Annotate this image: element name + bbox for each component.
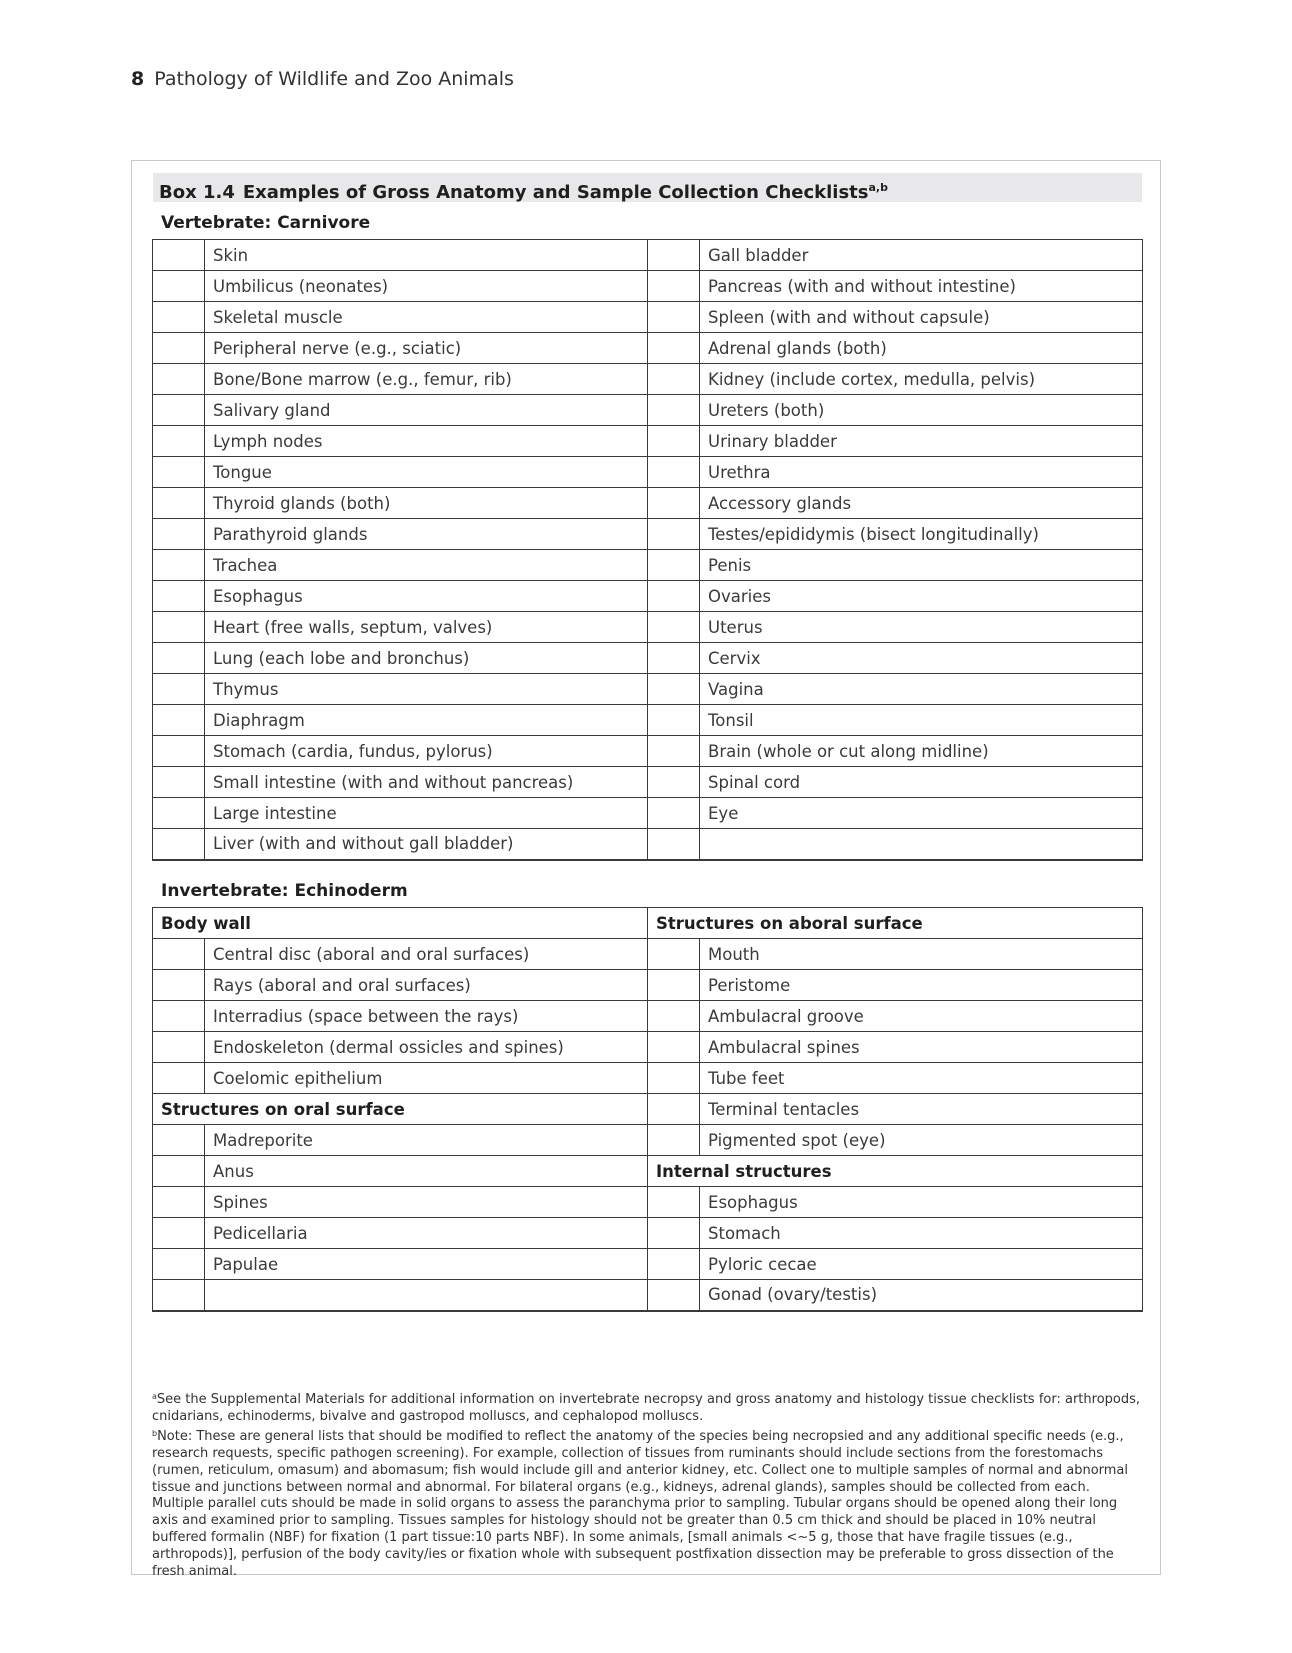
checkbox-cell[interactable] (648, 364, 700, 395)
checkbox-cell[interactable] (153, 1063, 205, 1094)
table-row (153, 395, 1143, 426)
organ-label: Parathyroid glands (205, 519, 648, 550)
group-heading: Internal structures (648, 1156, 1143, 1187)
table-row (153, 1249, 1143, 1280)
checkbox-cell[interactable] (648, 1125, 700, 1156)
checkbox-cell[interactable] (648, 302, 700, 333)
footnote-a-text: See the Supplemental Materials for additional information on invertebrate necropsy and gross anatomy and histology tissue checklists for: arthropods, cnidarians, echinoderms, bivalve and gastropod molluscs, and cephalopod molluscs. (152, 1392, 1141, 1424)
checkbox-cell[interactable] (648, 271, 700, 302)
organ-label: Tonsil (700, 705, 1143, 736)
checkbox-cell[interactable] (153, 426, 205, 457)
structure-label: Coelomic epithelium (205, 1063, 648, 1094)
organ-label: Large intestine (205, 798, 648, 829)
checkbox-cell[interactable] (648, 1218, 700, 1249)
checkbox-cell[interactable] (648, 705, 700, 736)
checkbox-cell[interactable] (648, 1032, 700, 1063)
checkbox-cell[interactable] (648, 767, 700, 798)
checkbox-cell[interactable] (648, 457, 700, 488)
checkbox-cell[interactable] (648, 488, 700, 519)
table-row (153, 302, 1143, 333)
book-title: Pathology of Wildlife and Zoo Animals (154, 68, 514, 90)
checkbox-cell[interactable] (648, 643, 700, 674)
checkbox-cell[interactable] (648, 612, 700, 643)
checkbox-cell[interactable] (153, 333, 205, 364)
organ-label: Testes/epididymis (bisect longitudinally) (700, 519, 1143, 550)
group-heading: Structures on aboral surface (648, 908, 1143, 939)
checkbox-cell[interactable] (153, 674, 205, 705)
structure-label: Pigmented spot (eye) (700, 1125, 1143, 1156)
checklist-box (131, 160, 1161, 1580)
organ-label: Peripheral nerve (e.g., sciatic) (205, 333, 648, 364)
checkbox-cell[interactable] (648, 674, 700, 705)
structure-label: Mouth (700, 939, 1143, 970)
checkbox-cell[interactable] (153, 457, 205, 488)
organ-label: Uterus (700, 612, 1143, 643)
organ-label: Esophagus (205, 581, 648, 612)
table-row (153, 1280, 1143, 1311)
table-row (153, 550, 1143, 581)
organ-label (700, 829, 1143, 860)
table-row (153, 488, 1143, 519)
organ-label: Salivary gland (205, 395, 648, 426)
table-row (153, 519, 1143, 550)
table-row (153, 1094, 1143, 1125)
box-title-text: Examples of Gross Anatomy and Sample Collection Checklists (242, 182, 869, 203)
organ-label: Urinary bladder (700, 426, 1143, 457)
organ-label: Small intestine (with and without pancreas) (205, 767, 648, 798)
organ-label: Cervix (700, 643, 1143, 674)
organ-label: Thyroid glands (both) (205, 488, 648, 519)
organ-label: Kidney (include cortex, medulla, pelvis) (700, 364, 1143, 395)
structure-label: Papulae (205, 1249, 648, 1280)
organ-label: Thymus (205, 674, 648, 705)
table-row (153, 271, 1143, 302)
checkbox-cell[interactable] (648, 581, 700, 612)
checkbox-cell[interactable] (153, 829, 205, 860)
table-row (153, 1218, 1143, 1249)
carnivore-heading: Vertebrate: Carnivore (161, 213, 371, 233)
checkbox-cell[interactable] (153, 970, 205, 1001)
checkbox-cell[interactable] (648, 426, 700, 457)
organ-label: Vagina (700, 674, 1143, 705)
organ-label: Urethra (700, 457, 1143, 488)
organ-label: Trachea (205, 550, 648, 581)
checkbox-cell[interactable] (648, 240, 700, 271)
checkbox-cell[interactable] (153, 1280, 205, 1311)
organ-label: Liver (with and without gall bladder) (205, 829, 648, 860)
structure-label: Pedicellaria (205, 1218, 648, 1249)
table-row (153, 767, 1143, 798)
table-row (153, 612, 1143, 643)
group-heading: Structures on oral surface (153, 1094, 648, 1125)
organ-label: Lymph nodes (205, 426, 648, 457)
footnote-b-mark: b (152, 1428, 158, 1438)
checkbox-cell[interactable] (153, 1001, 205, 1032)
structure-label: Peristome (700, 970, 1143, 1001)
table-row (153, 333, 1143, 364)
organ-label: Pancreas (with and without intestine) (700, 271, 1143, 302)
checkbox-cell[interactable] (153, 395, 205, 426)
structure-label: Anus (205, 1156, 648, 1187)
checkbox-cell[interactable] (648, 1063, 700, 1094)
table-row (153, 581, 1143, 612)
structure-label: Spines (205, 1187, 648, 1218)
checkbox-cell[interactable] (153, 302, 205, 333)
table-row (153, 705, 1143, 736)
structure-label: Ambulacral spines (700, 1032, 1143, 1063)
checkbox-cell[interactable] (153, 1032, 205, 1063)
checkbox-cell[interactable] (648, 1249, 700, 1280)
footnote-a-mark: a (152, 1392, 157, 1401)
structure-label: Terminal tentacles (700, 1094, 1143, 1125)
checkbox-cell[interactable] (153, 364, 205, 395)
table-row (153, 457, 1143, 488)
checkbox-cell[interactable] (153, 1249, 205, 1280)
checkbox-cell[interactable] (153, 1156, 205, 1187)
table-row (153, 736, 1143, 767)
checkbox-cell[interactable] (153, 939, 205, 970)
footnote-b-text: Note: These are general lists that should be modified to reflect the anatomy of the species being necropsied and any additional specific needs (e.g., research requests, specific pathogen screening). For example, collection of tissues from ruminants should include sections from the forestomachs (rumen, reticulum, omasum) and abomasum; fish would include gill and anterior kidney, etc. Collect one to multiple samples of normal and abnormal tissue and junctions between normal and abnormal. For bilateral organs (e.g., kidneys, adrenal glands), samples should be collected from each. Multiple parallel cuts should be made in solid organs to assess the paranchyma prior to sampling. Tubular organs should be opened along their long axis and examined prior to sampling. Tissues samples for histology should not be greater than 0.5 cm thick and should be placed in 10% neutral buffered formalin (NBF) for fixation (1 part tissue:10 parts NBF). In some animals, [small animals <~5 g, those that have fragile tissues (e.g., arthropods)], perfusion of the body cavity/ies or fixation whole with subsequent postfixation dissection may be preferable to gross dissection of the fresh animal. (152, 1428, 1129, 1580)
echinoderm-heading: Invertebrate: Echinoderm (161, 881, 408, 901)
checkbox-cell[interactable] (648, 1001, 700, 1032)
checkbox-cell[interactable] (648, 395, 700, 426)
organ-label: Heart (free walls, septum, valves) (205, 612, 648, 643)
checkbox-cell[interactable] (153, 798, 205, 829)
table-row (153, 970, 1143, 1001)
organ-label: Bone/Bone marrow (e.g., femur, rib) (205, 364, 648, 395)
table-row (153, 939, 1143, 970)
page-number: 8 (131, 68, 145, 90)
box-number: Box 1.4 (159, 182, 235, 203)
organ-label: Skin (205, 240, 648, 271)
organ-label: Spinal cord (700, 767, 1143, 798)
footnotes (152, 1389, 1142, 1581)
table-row (153, 829, 1143, 860)
structure-label: Rays (aboral and oral surfaces) (205, 970, 648, 1001)
structure-label: Stomach (700, 1218, 1143, 1249)
checkbox-cell[interactable] (648, 1187, 700, 1218)
footnote-a (152, 1389, 1142, 1426)
checkbox-cell[interactable] (153, 519, 205, 550)
table-row (153, 908, 1143, 939)
checkbox-cell[interactable] (153, 612, 205, 643)
echinoderm-checklist-table (152, 907, 1143, 1312)
table-row (153, 1187, 1143, 1218)
table-row (153, 674, 1143, 705)
checkbox-cell[interactable] (648, 736, 700, 767)
checkbox-cell[interactable] (153, 240, 205, 271)
table-row (153, 1125, 1143, 1156)
structure-label: Interradius (space between the rays) (205, 1001, 648, 1032)
table-row (153, 364, 1143, 395)
box-title-footnote-marks: a,b (868, 181, 888, 194)
organ-label: Umbilicus (neonates) (205, 271, 648, 302)
checkbox-cell[interactable] (648, 519, 700, 550)
checkbox-cell[interactable] (153, 1187, 205, 1218)
organ-label: Tongue (205, 457, 648, 488)
checkbox-cell[interactable] (153, 736, 205, 767)
checkbox-cell[interactable] (153, 1218, 205, 1249)
checkbox-cell[interactable] (648, 550, 700, 581)
table-row (153, 426, 1143, 457)
organ-label: Stomach (cardia, fundus, pylorus) (205, 736, 648, 767)
checkbox-cell[interactable] (153, 550, 205, 581)
organ-label: Eye (700, 798, 1143, 829)
organ-label: Gall bladder (700, 240, 1143, 271)
checkbox-cell[interactable] (153, 488, 205, 519)
table-row (153, 798, 1143, 829)
box-title (153, 173, 1142, 202)
organ-label: Adrenal glands (both) (700, 333, 1143, 364)
group-heading: Body wall (153, 908, 648, 939)
table-row (153, 1063, 1143, 1094)
structure-label: Esophagus (700, 1187, 1143, 1218)
organ-label: Spleen (with and without capsule) (700, 302, 1143, 333)
organ-label: Brain (whole or cut along midline) (700, 736, 1143, 767)
structure-label: Gonad (ovary/testis) (700, 1280, 1143, 1311)
organ-label: Ovaries (700, 581, 1143, 612)
footnote-b (152, 1426, 1142, 1581)
structure-label: Pyloric cecae (700, 1249, 1143, 1280)
organ-label: Penis (700, 550, 1143, 581)
organ-label: Skeletal muscle (205, 302, 648, 333)
table-row (153, 1032, 1143, 1063)
table-row (153, 1156, 1143, 1187)
organ-label: Diaphragm (205, 705, 648, 736)
organ-label: Accessory glands (700, 488, 1143, 519)
checkbox-cell[interactable] (153, 271, 205, 302)
organ-label: Lung (each lobe and bronchus) (205, 643, 648, 674)
checkbox-cell[interactable] (648, 333, 700, 364)
structure-label: Endoskeleton (dermal ossicles and spines) (205, 1032, 648, 1063)
checkbox-cell[interactable] (153, 581, 205, 612)
checkbox-cell[interactable] (648, 798, 700, 829)
structure-label: Central disc (aboral and oral surfaces) (205, 939, 648, 970)
checkbox-cell[interactable] (648, 1280, 700, 1311)
checkbox-cell[interactable] (153, 705, 205, 736)
structure-label: Madreporite (205, 1125, 648, 1156)
table-row (153, 643, 1143, 674)
carnivore-checklist-table (152, 239, 1143, 861)
table-row (153, 240, 1143, 271)
checkbox-cell[interactable] (648, 970, 700, 1001)
checkbox-cell[interactable] (648, 829, 700, 860)
table-row (153, 1001, 1143, 1032)
checkbox-cell[interactable] (153, 1125, 205, 1156)
running-head (131, 68, 514, 90)
checkbox-cell[interactable] (648, 1094, 700, 1125)
organ-label: Ureters (both) (700, 395, 1143, 426)
structure-label (205, 1280, 648, 1311)
checkbox-cell[interactable] (153, 643, 205, 674)
checkbox-cell[interactable] (153, 767, 205, 798)
structure-label: Ambulacral groove (700, 1001, 1143, 1032)
structure-label: Tube feet (700, 1063, 1143, 1094)
checkbox-cell[interactable] (648, 939, 700, 970)
